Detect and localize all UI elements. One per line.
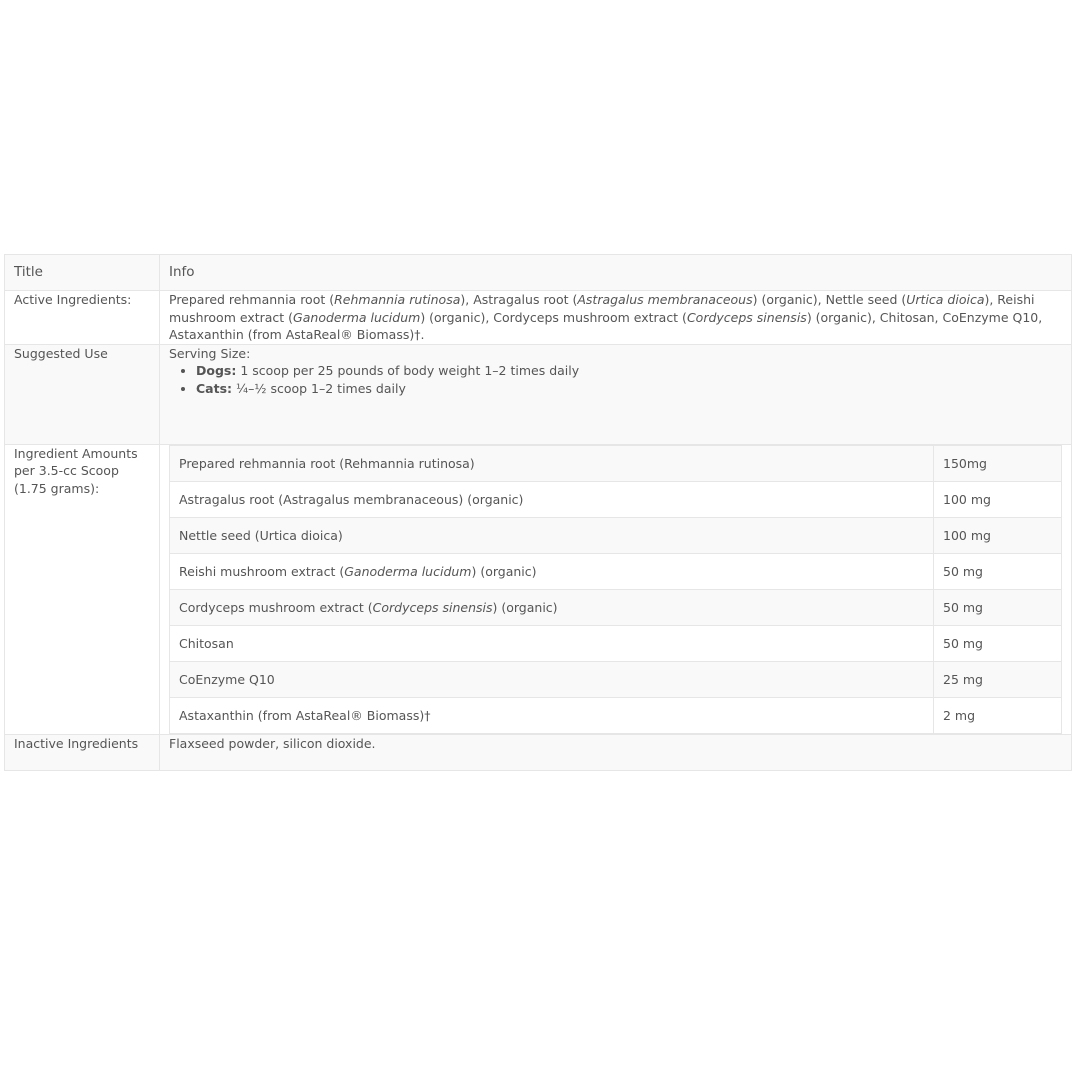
row-suggested-use [5, 344, 1072, 444]
active-ingredients-info [160, 291, 1072, 345]
species-label: Dogs: [196, 363, 237, 378]
product-info-table-wrapper [4, 254, 1072, 771]
ingredient-amount: 50 mg [934, 625, 1062, 661]
ingredient-amounts-label: Ingredient Amounts per 3.5-cc Scoop (1.75 grams): [5, 444, 160, 734]
ingredient-latin: Ganoderma lucidum [344, 563, 472, 579]
ingredient-name [170, 589, 934, 625]
suggested-use-info [160, 344, 1072, 444]
ingredient-latin: Cordyceps sinensis [372, 599, 493, 615]
row-active-ingredients [5, 291, 1072, 345]
table-row [170, 445, 1062, 481]
ingredient-amount: 25 mg [934, 661, 1062, 697]
ingredient-name [170, 625, 934, 661]
amounts-table [169, 445, 1062, 734]
ingredient-text: Astragalus root (Astragalus membranaceous) (organic) [179, 491, 524, 507]
dosage-text: ¼–½ scoop 1–2 times daily [232, 380, 406, 396]
table-row [170, 697, 1062, 733]
active-latin: Rehmannia rutinosa [334, 292, 461, 307]
species-label: Cats: [196, 380, 233, 396]
serving-size-label: Serving Size: [169, 345, 251, 361]
active-text: ) (organic), Nettle seed ( [752, 292, 907, 307]
ingredient-text: Nettle seed (Urtica dioica) [179, 527, 343, 543]
ingredient-name [170, 697, 934, 733]
row-ingredient-amounts [5, 444, 1072, 734]
active-latin: Ganoderma lucidum [293, 309, 421, 325]
ingredient-name [170, 517, 934, 553]
ingredient-text: ) (organic) [471, 563, 537, 579]
ingredient-amount: 100 mg [934, 517, 1062, 553]
product-info-table [4, 254, 1072, 771]
ingredient-text: CoEnzyme Q10 [179, 671, 275, 687]
ingredient-amount: 100 mg [934, 481, 1062, 517]
active-text: ), Reishi mushroom extract ( [169, 292, 1035, 325]
ingredient-name [170, 553, 934, 589]
table-row [170, 625, 1062, 661]
active-latin: Astragalus membranaceous [577, 292, 753, 307]
ingredient-text: Prepared rehmannia root (Rehmannia rutinosa) [179, 455, 475, 471]
ingredient-name [170, 445, 934, 481]
serving-list [169, 362, 1062, 397]
table-row [170, 517, 1062, 553]
list-item [196, 380, 1062, 398]
ingredient-text: ) (organic) [492, 599, 558, 615]
list-item [196, 362, 1062, 380]
ingredient-amounts-info [160, 444, 1072, 734]
ingredient-name [170, 481, 934, 517]
active-ingredients-label: Active Ingredients: [5, 291, 160, 345]
header-info: Info [160, 255, 1072, 291]
active-latin: Urtica dioica [906, 292, 985, 307]
active-text: ), Astragalus root ( [460, 292, 578, 307]
ingredient-amount: 2 mg [934, 697, 1062, 733]
dosage-text: 1 scoop per 25 pounds of body weight 1–2 times daily [236, 363, 580, 378]
ingredient-amount: 150mg [934, 445, 1062, 481]
active-latin: Cordyceps sinensis [686, 309, 807, 325]
active-text: Prepared rehmannia root ( [169, 292, 335, 307]
ingredient-name [170, 661, 934, 697]
suggested-use-label: Suggested Use [5, 344, 160, 444]
row-inactive-ingredients [5, 734, 1072, 770]
table-row [170, 481, 1062, 517]
ingredient-amount: 50 mg [934, 553, 1062, 589]
header-title: Title [5, 255, 160, 291]
ingredient-text: Chitosan [179, 635, 234, 651]
active-text: ) (organic), Chitosan, CoEnzyme Q10, Astaxanthin (from AstaReal® Biomass)†. [169, 309, 1043, 342]
table-row [170, 589, 1062, 625]
table-row [170, 553, 1062, 589]
inactive-ingredients-info: Flaxseed powder, silicon dioxide. [160, 734, 1072, 770]
ingredient-amount: 50 mg [934, 589, 1062, 625]
ingredient-text: Cordyceps mushroom extract ( [179, 599, 373, 615]
table-row [170, 661, 1062, 697]
ingredient-text: Astaxanthin (from AstaReal® Biomass)† [179, 707, 431, 723]
active-text: ) (organic), Cordyceps mushroom extract ( [420, 309, 687, 325]
ingredient-text: Reishi mushroom extract ( [179, 563, 345, 579]
inactive-ingredients-label: Inactive Ingredients [5, 734, 160, 770]
table-header-row [5, 255, 1072, 291]
